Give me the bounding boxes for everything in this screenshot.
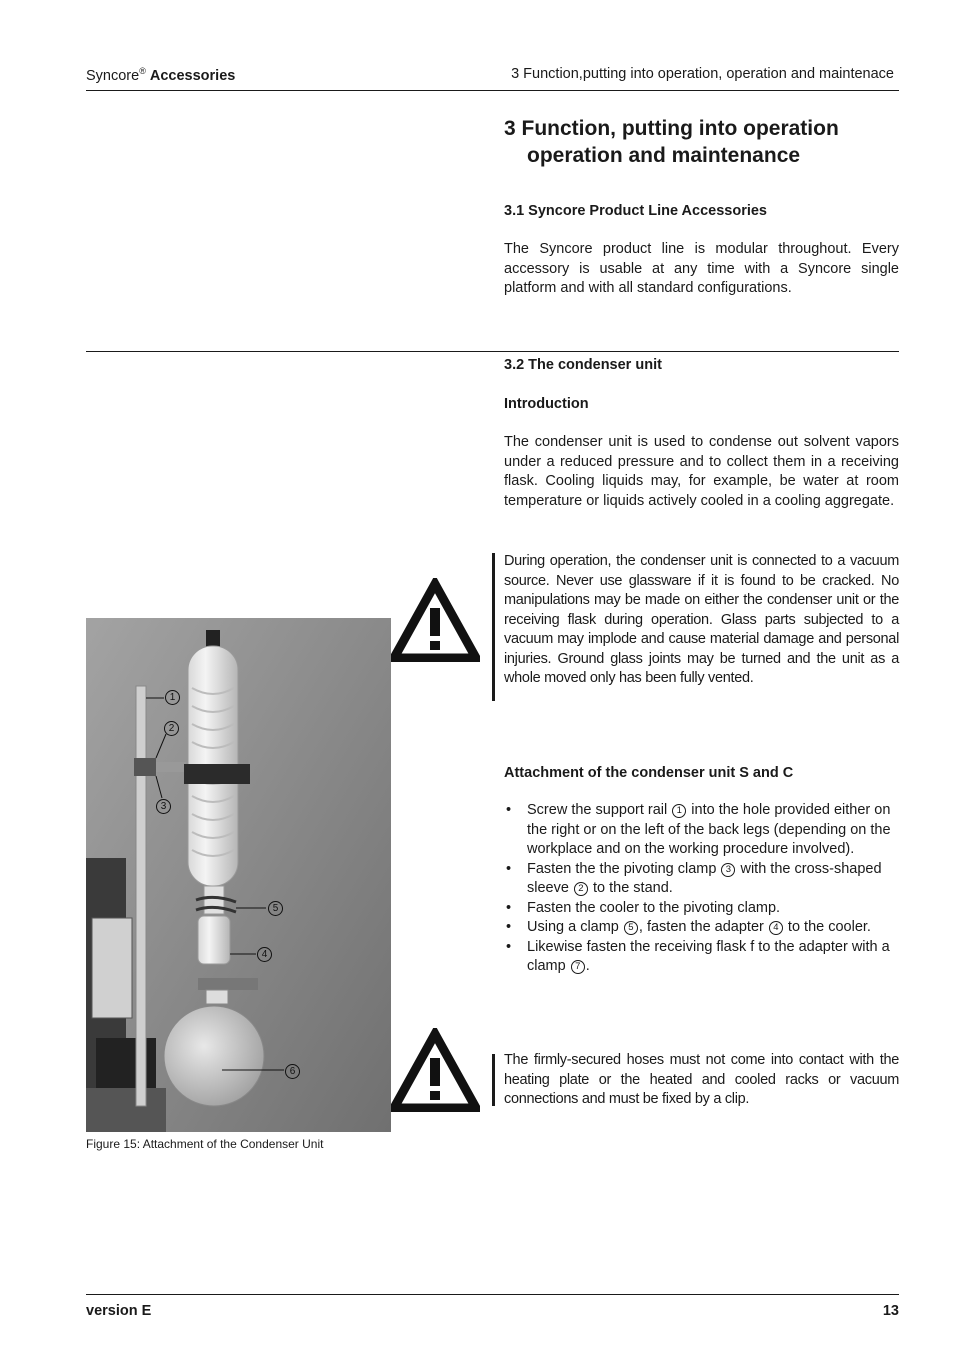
- callout-number: 4: [769, 921, 783, 935]
- figure-caption: Figure 15: Attachment of the Condenser Unit: [86, 1137, 324, 1151]
- footer-rule: [86, 1294, 899, 1295]
- header-section: Accessories: [149, 67, 236, 84]
- footer-version: version E: [86, 1303, 152, 1319]
- figure-label-6: 6: [285, 1064, 300, 1079]
- chapter-title-line1: 3 Function, putting into operation: [504, 117, 839, 140]
- brand-name: Syncore: [86, 67, 140, 84]
- section-3-2-heading: 3.2 The condenser unit: [504, 357, 662, 373]
- header-brand: [86, 66, 235, 84]
- callout-number: 3: [721, 863, 735, 877]
- list-item: • Screw the support rail 1 into the hole provided either on the right or on the left of the back legs (depending on the workplace and on the working procedure involved).: [504, 801, 899, 860]
- chapter-title-line2: operation and maintenance: [527, 144, 801, 167]
- warning-bar: [492, 553, 495, 701]
- header-chapter: 3 Function,putting into operation, operation and maintenace: [511, 66, 894, 82]
- list-item: • Fasten the cooler to the pivoting clamp.: [504, 899, 899, 919]
- header-rule: [86, 90, 899, 91]
- warning-text: The firmly-secured hoses must not come into contact with the heating plate or the heated and cooled racks or vacuum connections and must be fixed by a clip.: [504, 1052, 899, 1107]
- condenser-figure: [86, 618, 391, 1132]
- callout-number: 7: [571, 960, 585, 974]
- registered-mark: ®: [139, 66, 146, 76]
- callout-number: 5: [624, 921, 638, 935]
- page-number: 13: [882, 1303, 899, 1319]
- chapter-title: [504, 115, 914, 169]
- warning-bar: [492, 1054, 495, 1106]
- introduction-heading: Introduction: [504, 396, 589, 412]
- list-item: • Fasten the the pivoting clamp 3 with the cross-shaped sleeve 2 to the stand.: [504, 860, 899, 899]
- condenser-photo: [86, 618, 391, 1132]
- figure-label-4: 4: [257, 947, 272, 962]
- attachment-heading: Attachment of the condenser unit S and C: [504, 765, 794, 781]
- introduction-text: The condenser unit is used to condense out solvent vapors under a reduced pressure and to collect them in a receiving flask. Cooling liquids may, for example, be water at room temperature or liquids actively cooled in a cooling aggregate.: [504, 434, 899, 509]
- list-item: • Likewise fasten the receiving flask f to the adapter with a clamp 7 .: [504, 938, 899, 977]
- warning-triangle-icon: [390, 578, 480, 662]
- figure-label-2: 2: [164, 721, 179, 736]
- figure-label-3: 3: [156, 799, 171, 814]
- list-item: • Using a clamp 5 , fasten the adapter 4 to the cooler.: [504, 918, 899, 938]
- figure-label-1: 1: [165, 690, 180, 705]
- warning-triangle-icon: [390, 1028, 480, 1112]
- figure-label-5: 5: [268, 901, 283, 916]
- callout-number: 2: [574, 882, 588, 896]
- callout-number: 1: [672, 804, 686, 818]
- warning-text: During operation, the condenser unit is connected to a vacuum source. Never use glassware if it is found to be cracked. No manipulations may be made on either the condenser unit or the receiving flask during operation. Glass parts subjected to a vacuum may implode and cause material damage and personal injuries. Ground glass joints may be turned and the unit as a whole moved only has been fully vented.: [504, 553, 899, 686]
- section-3-1-text: The Syncore product line is modular throughout. Every accessory is usable at any time with a Syncore single platform and with all standard configurations.: [504, 241, 899, 296]
- attachment-steps: [504, 801, 899, 977]
- section-3-1-heading: 3.1 Syncore Product Line Accessories: [504, 203, 767, 219]
- section-rule: [86, 351, 899, 352]
